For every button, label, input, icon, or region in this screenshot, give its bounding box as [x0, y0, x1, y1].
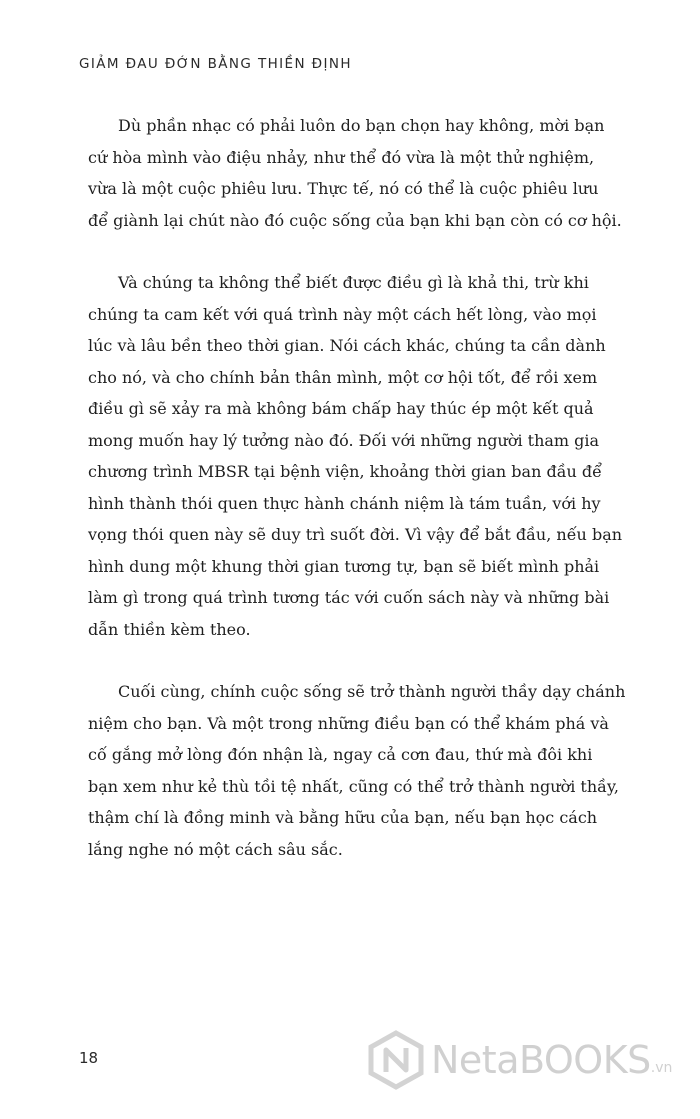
watermark-brand: NetaBOOKS: [431, 1038, 651, 1082]
text-line: chương trình MBSR tại bệnh viện, khoảng thời gian ban đầu để: [88, 462, 602, 481]
body-text: [88, 110, 626, 896]
text-line: mong muốn hay lý tưởng nào đó. Đối với những người tham gia: [88, 430, 600, 450]
text-line: vừa là một cuộc phiêu lưu. Thực tế, nó có thể là cuộc phiêu lưu: [88, 179, 599, 198]
paragraph-1: [88, 110, 622, 236]
text-line: lắng nghe nó một cách sâu sắc.: [88, 839, 343, 859]
text-line: Cuối cùng, chính cuộc sống sẽ trở thành người thầy dạy chánh: [118, 682, 626, 701]
netabooks-logo-icon: [365, 1030, 427, 1090]
text-line: để giành lại chút nào đó cuộc sống của bạn khi bạn còn có cơ hội.: [88, 210, 622, 230]
watermark: [365, 1030, 695, 1090]
text-line: làm gì trong quá trình tương tác với cuốn sách này và những bài: [88, 588, 610, 607]
text-line: cố gắng mở lòng đón nhận là, ngay cả cơn đau, thứ mà đôi khi: [88, 745, 593, 764]
text-line: lúc và lâu bền theo thời gian. Nói cách khác, chúng ta cần dành: [88, 336, 606, 355]
paragraph-3: [88, 676, 626, 865]
page-number: 18: [79, 1049, 99, 1067]
text-line: Và chúng ta không thể biết được điều gì là khả thi, trừ khi: [118, 273, 589, 292]
text-line: Dù phần nhạc có phải luôn do bạn chọn hay không, mời bạn: [118, 116, 605, 135]
text-line: hình thành thói quen thực hành chánh niệm là tám tuần, với hy: [88, 493, 601, 513]
text-line: chúng ta cam kết với quá trình này một cách hết lòng, vào mọi: [88, 304, 597, 324]
text-line: bạn xem như kẻ thù tồi tệ nhất, cũng có thể trở thành người thầy,: [88, 776, 619, 796]
text-line: vọng thói quen này sẽ duy trì suốt đời. Vì vậy để bắt đầu, nếu bạn: [88, 525, 623, 544]
text-line: thậm chí là đồng minh và bằng hữu của bạn, nếu bạn học cách: [88, 808, 598, 827]
watermark-suffix: .vn: [650, 1060, 673, 1076]
text-line: điều gì sẽ xảy ra mà không bám chấp hay thúc ép một kết quả: [88, 399, 594, 418]
text-line: hình dung một khung thời gian tương tự, bạn sẽ biết mình phải: [88, 556, 600, 576]
paragraph-2: [88, 267, 623, 645]
text-line: cho nó, và cho chính bản thân mình, một cơ hội tốt, để rồi xem: [88, 367, 598, 387]
text-line: cứ hòa mình vào điệu nhảy, như thể đó vừa là một thử nghiệm,: [88, 147, 595, 167]
running-header: GIẢM ĐAU ĐỚN BẰNG THIỀN ĐỊNH: [79, 56, 352, 72]
text-line: niệm cho bạn. Và một trong những điều bạn có thể khám phá và: [88, 713, 609, 733]
text-line: dẫn thiền kèm theo.: [88, 619, 251, 639]
